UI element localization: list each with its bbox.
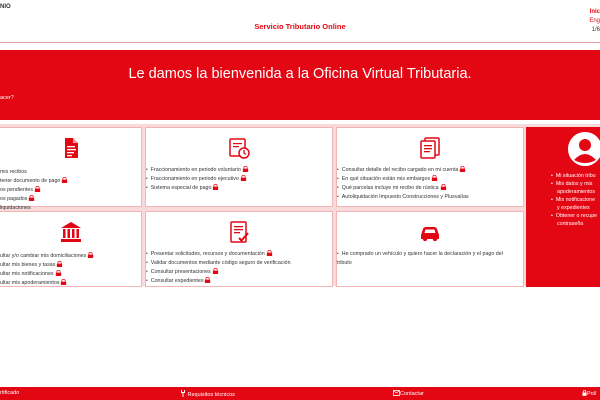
list-item[interactable]: • Consultar presentaciones (146, 268, 328, 277)
lock-icon (242, 166, 249, 172)
welcome-banner (0, 50, 600, 120)
list-item[interactable]: tener documento de pago (0, 177, 137, 186)
lock-icon (55, 270, 62, 276)
receipt-list-icon (418, 136, 442, 160)
card-vehicle (336, 211, 524, 287)
list-item[interactable]: • En qué situación están mis embargos (337, 175, 519, 184)
envelope-icon (393, 390, 400, 396)
list-item[interactable]: • Fraccionamiento en periodo voluntario (146, 166, 328, 175)
list-item[interactable]: • Sistema especial de pago (146, 184, 328, 193)
page-indicator: 1/6 (591, 27, 600, 33)
footer-policy-link[interactable]: Polí (582, 390, 596, 397)
document-icon (59, 136, 83, 160)
footer-requirements-link[interactable]: Requisitos técnicos (180, 390, 235, 398)
sidebar-item-situacion[interactable]: • Mi situación tribu (551, 172, 600, 180)
wrench-icon (180, 390, 186, 397)
header-divider (0, 42, 600, 43)
building-icon (59, 220, 83, 244)
list-item[interactable]: ultar mis notificaciones (0, 270, 137, 279)
sidebar-item-password-cont[interactable]: contraseña (557, 221, 584, 227)
footer-contact-link[interactable]: Contactar (393, 390, 424, 397)
calendar-check-icon (227, 136, 251, 160)
user-avatar-icon (568, 132, 600, 166)
lock-icon (240, 175, 247, 181)
list-item[interactable]: os pendientes (0, 186, 137, 195)
card-installments (145, 127, 333, 207)
lock-icon (34, 186, 41, 192)
top-bar (0, 0, 600, 42)
sidebar-item-password[interactable]: • Obtener o recupe (551, 212, 600, 220)
lock-icon (60, 279, 67, 285)
lock-icon (204, 277, 211, 283)
lock-icon (212, 184, 219, 190)
list-item[interactable]: • He comprado un vehículo y quiero hacer la declaración y el pago del tributo (337, 250, 519, 268)
private-area-panel (526, 127, 600, 287)
card-submissions (145, 211, 333, 287)
welcome-subtitle: acer? (0, 95, 14, 101)
card-domiciliations (0, 211, 142, 287)
card-receipts (0, 127, 142, 211)
list-item[interactable]: • Qué parcelas incluye mi recibo de rústica (337, 184, 519, 193)
welcome-title: Le damos la bienvenida a la Oficina Virtual Tributaria. (128, 66, 472, 82)
sidebar-item-notificaciones[interactable]: • Mis notificacione (551, 196, 600, 204)
list-item[interactable]: mis recibos (0, 169, 27, 175)
list-item[interactable]: • Consultar expedientes (146, 277, 328, 286)
lock-icon (440, 184, 447, 190)
language-link[interactable]: Eng (589, 18, 600, 24)
footer-bar (0, 387, 600, 400)
list-item[interactable]: • Consultar detalle del recibo cargado en mi cuenta (337, 166, 519, 175)
site-title: Servicio Tributario Online (254, 22, 346, 31)
list-item[interactable]: ultar mis apoderamientos (0, 279, 137, 288)
lock-icon (28, 195, 35, 201)
card-receipt-details (336, 127, 524, 207)
list-item[interactable]: • Autoliquidación Impuesto Construcciones y Plusvalías (337, 193, 519, 202)
list-item[interactable]: ultar mis bienes y tasas (0, 261, 137, 270)
sidebar-item-notificaciones-cont[interactable]: y expedientes (557, 205, 590, 211)
list-item[interactable]: • Presentar solicitudes, recursos y documentación (146, 250, 328, 259)
list-item[interactable]: • Fraccionamiento en periodo ejecutivo (146, 175, 328, 184)
list-item[interactable]: liquidaciones (0, 205, 31, 211)
lock-icon (56, 261, 63, 267)
form-check-icon (227, 220, 251, 244)
list-item[interactable]: • Validar documentos mediante código seguro de verificación (146, 259, 328, 268)
list-item[interactable]: ultar y/o cambiar mis domiciliaciones (0, 252, 137, 261)
login-link[interactable]: Inic (589, 9, 600, 15)
sidebar-item-datos[interactable]: • Mis datos y mis (551, 180, 600, 188)
lock-icon (459, 166, 466, 172)
lock-icon (431, 175, 438, 181)
logo[interactable]: NIO (0, 4, 11, 10)
lock-icon (212, 268, 219, 274)
car-icon (418, 220, 442, 244)
list-item[interactable]: os pagados (0, 195, 137, 204)
top-right-links (589, 8, 600, 35)
sidebar-item-datos-cont[interactable]: apoderamientos (557, 189, 595, 195)
footer-certificate-link[interactable]: rtificado (0, 390, 20, 396)
lock-icon (87, 252, 94, 258)
lock-icon (266, 250, 273, 256)
lock-icon (61, 177, 68, 183)
